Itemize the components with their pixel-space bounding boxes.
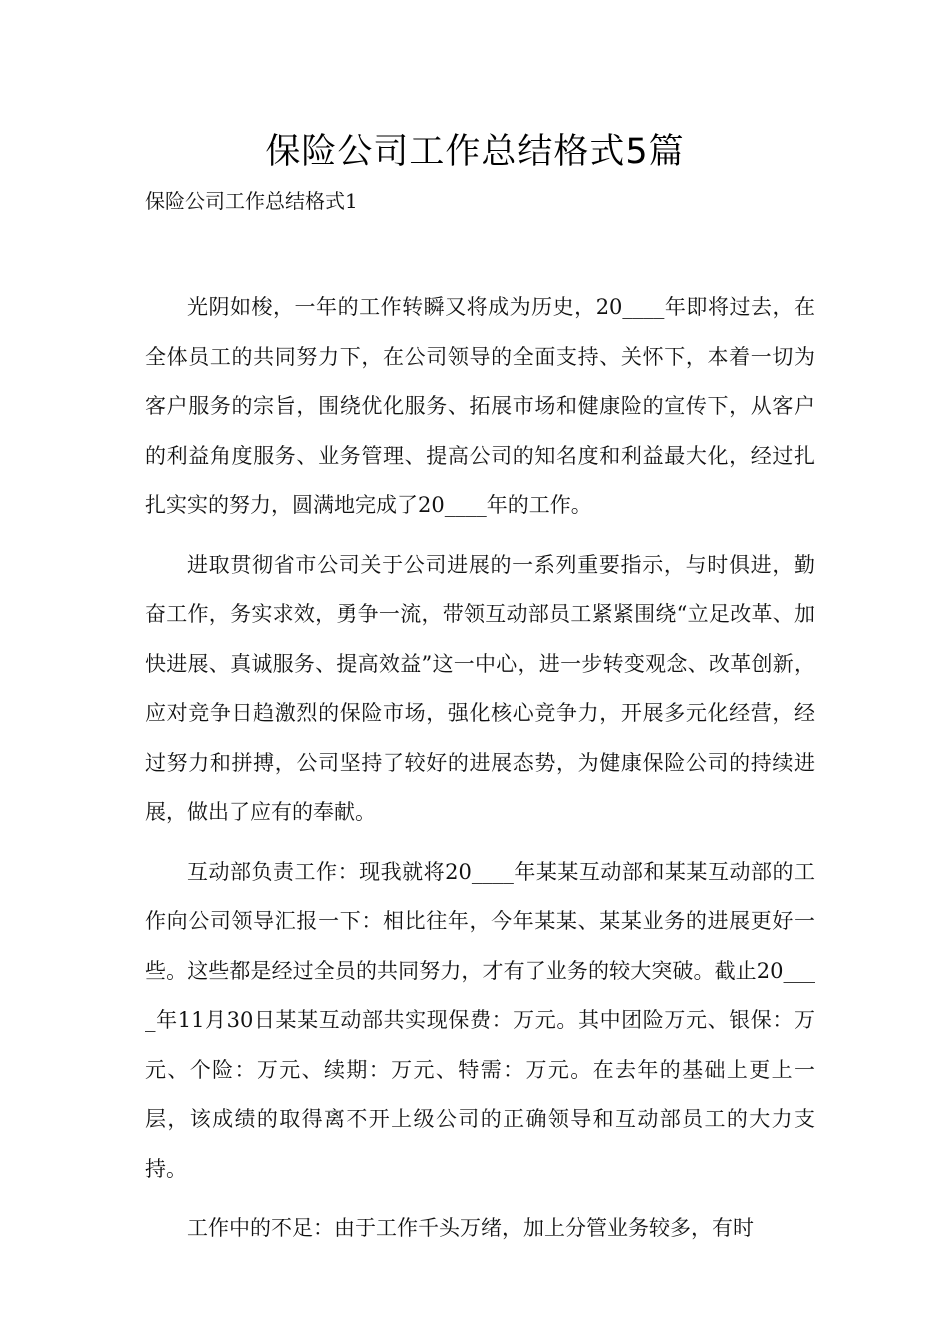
paragraph: 进取贯彻省市公司关于公司进展的一系列重要指示，与时俱进，勤奋工作，务实求效，勇争一流，带领互动部员工紧紧围绕“立足改革、加快进展、真诚服务、提高效益”这一中心，进一步转变观念、改革创新，应对竞争日趋激烈的保险市场，强化核心竞争力，开展多元化经营，经过努力和拼搏，公司坚持了较好的进展态势，为健康保险公司的持续进展，做出了应有的奉献。 xyxy=(145,552,815,824)
document-body xyxy=(145,283,815,1264)
paragraph: 互动部负责工作：现我就将20____年某某互动部和某某互动部的工作向公司领导汇报一下：相比往年，今年某某、某某业务的进展更好一些。这些都是经过全员的共同努力，才有了业务的较大突破。截止20____年11月30日某某互动部共实现保费：万元。其中团险万元、银保：万元、个险：万元、续期：万元、特需：万元。在去年的基础上更上一层，该成绩的取得离不开上级公司的正确领导和互动部员工的大力支持。 xyxy=(145,859,815,1181)
document-subtitle: 保险公司工作总结格式1 xyxy=(145,189,358,213)
paragraph: 工作中的不足：由于工作千头万绪，加上分管业务较多，有时 xyxy=(187,1216,754,1240)
document-title: 保险公司工作总结格式5篇 xyxy=(265,132,685,172)
paragraph: 光阴如梭，一年的工作转瞬又将成为历史，20____年即将过去，在全体员工的共同努力下，在公司领导的全面支持、关怀下，本着一切为客户服务的宗旨，围绕优化服务、拓展市场和健康险的宣传下，从客户的利益角度服务、业务管理、提高公司的知名度和利益最大化，经过扎扎实实的努力，圆满地完成了20____年的工作。 xyxy=(145,295,815,517)
